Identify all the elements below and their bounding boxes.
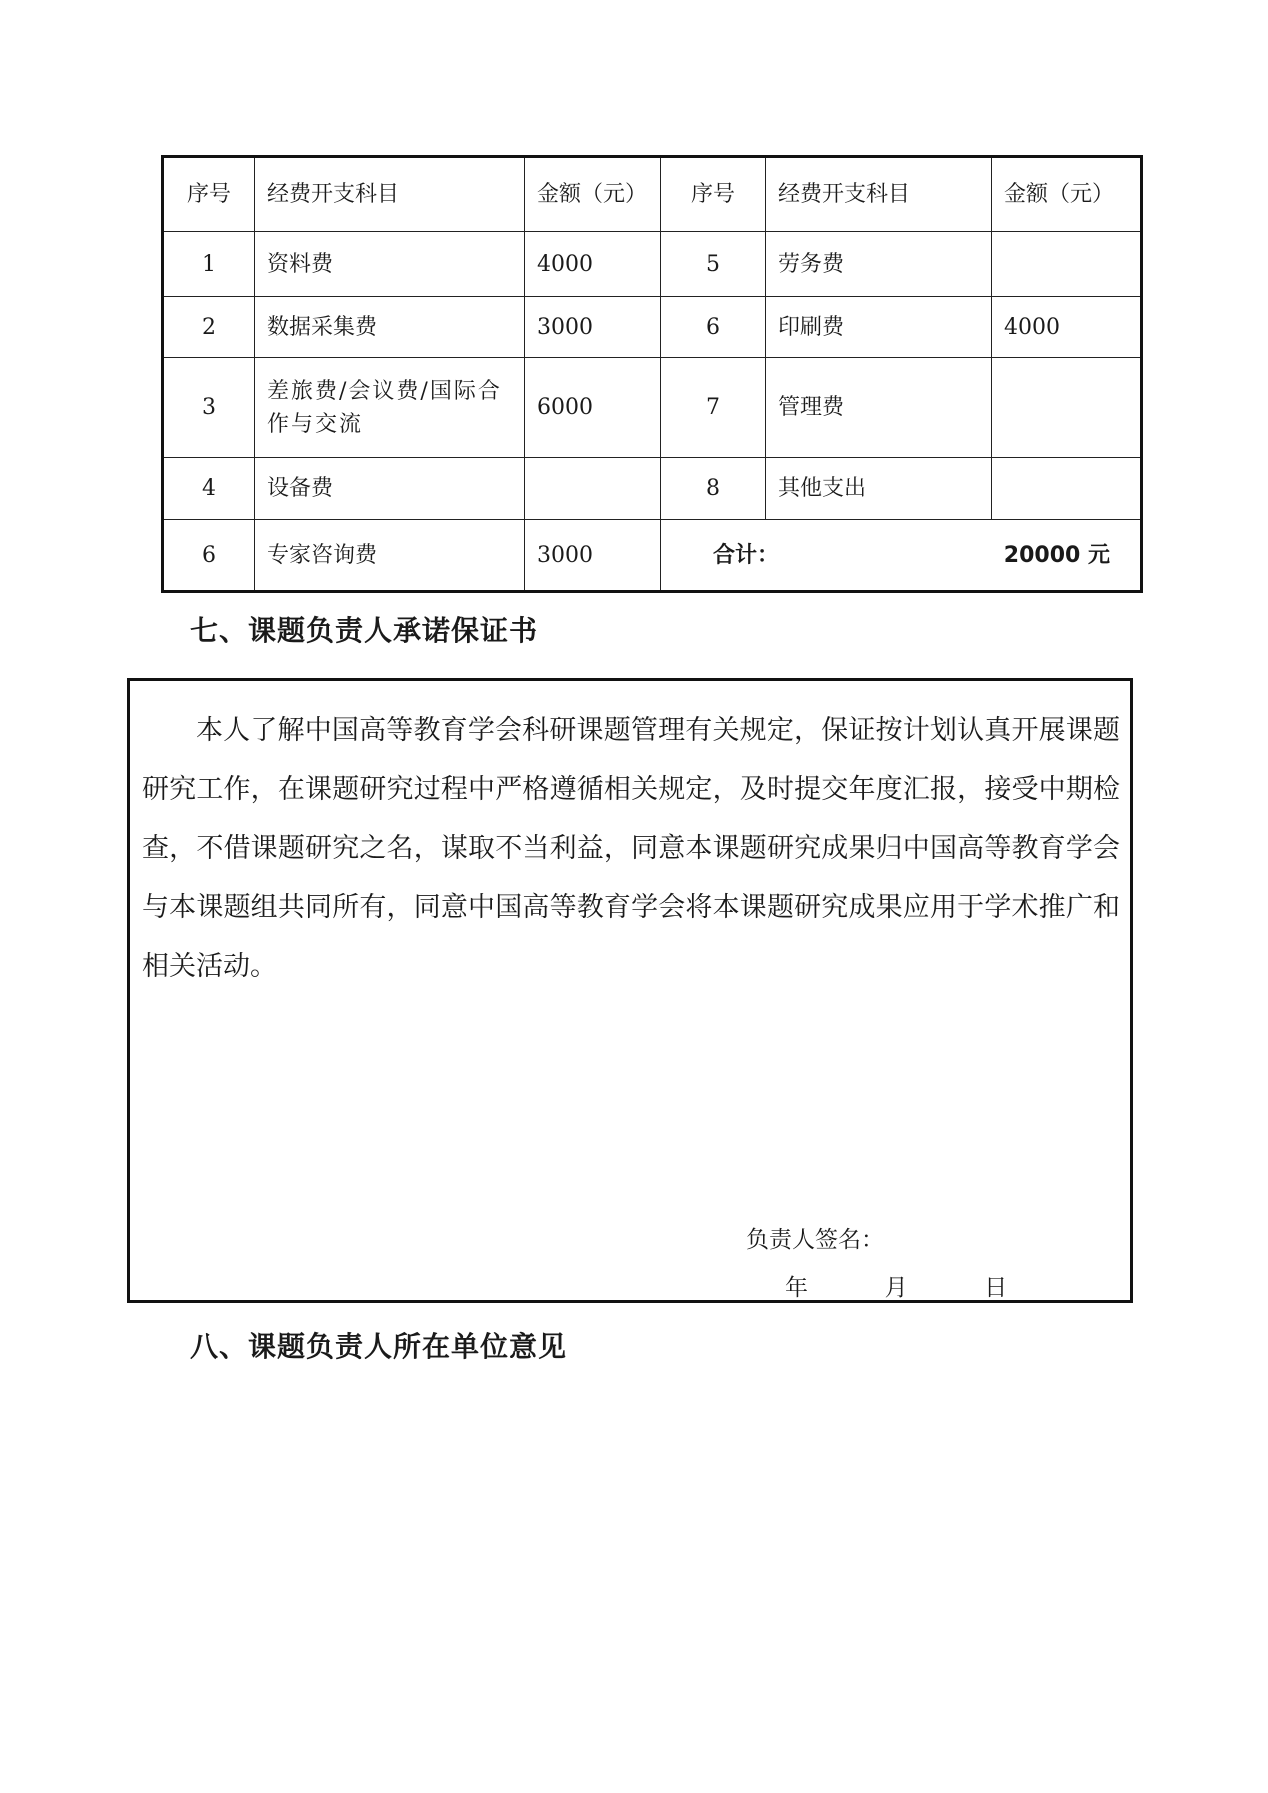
seq-cell: 6: [163, 520, 255, 592]
section-7-heading: 七、课题负责人承诺保证书: [190, 614, 539, 647]
header-item: 经费开支科目: [766, 157, 992, 232]
item-cell: 资料费: [255, 232, 525, 297]
amount-cell: 4000: [992, 297, 1142, 358]
seq-cell: 7: [661, 358, 766, 458]
amount-cell: [992, 458, 1142, 520]
item-cell: 其他支出: [766, 458, 992, 520]
item-cell: 数据采集费: [255, 297, 525, 358]
date-month: 月: [884, 1275, 908, 1301]
table-row: [163, 232, 1142, 297]
seq-cell: 1: [163, 232, 255, 297]
amount-cell: [525, 458, 661, 520]
table-header-row: [163, 157, 1142, 232]
item-cell: 差旅费/会议费/国际合作与交流: [255, 358, 525, 458]
table-row: [163, 458, 1142, 520]
total-cell: [661, 520, 1142, 592]
header-seq: 序号: [661, 157, 766, 232]
seq-cell: 5: [661, 232, 766, 297]
item-cell: 印刷费: [766, 297, 992, 358]
date-day: 日: [984, 1275, 1008, 1301]
seq-cell: 2: [163, 297, 255, 358]
amount-cell: 4000: [525, 232, 661, 297]
seq-cell: 6: [661, 297, 766, 358]
amount-cell: [992, 232, 1142, 297]
table-total-row: [163, 520, 1142, 592]
item-cell: 专家咨询费: [255, 520, 525, 592]
budget-table: [161, 155, 1143, 593]
date-row: [785, 1269, 1007, 1302]
pledge-text: 本人了解中国高等教育学会科研课题管理有关规定，保证按计划认真开展课题研究工作，在课题研究过程中严格遵循相关规定，及时提交年度汇报，接受中期检查，不借课题研究之名，谋取不当利益，同意本课题研究成果归中国高等教育学会与本课题组共同所有，同意中国高等教育学会将本课题研究成果应用于学术推广和相关活动。: [142, 715, 1120, 982]
header-amount: 金额（元）: [525, 157, 661, 232]
table-row: [163, 358, 1142, 458]
date-year: 年: [785, 1275, 808, 1301]
section-8-heading: 八、课题负责人所在单位意见: [190, 1330, 568, 1363]
item-cell: 设备费: [255, 458, 525, 520]
item-cell: 劳务费: [766, 232, 992, 297]
amount-cell: 3000: [525, 297, 661, 358]
item-cell: 管理费: [766, 358, 992, 458]
total-value: 20000 元: [1003, 542, 1110, 568]
pledge-box: [127, 678, 1133, 1303]
header-amount: 金额（元）: [992, 157, 1142, 232]
total-label: 合计：: [713, 542, 780, 568]
seq-cell: 8: [661, 458, 766, 520]
seq-cell: 3: [163, 358, 255, 458]
header-item: 经费开支科目: [255, 157, 525, 232]
amount-cell: 6000: [525, 358, 661, 458]
seq-cell: 4: [163, 458, 255, 520]
header-seq: 序号: [163, 157, 255, 232]
amount-cell: [992, 358, 1142, 458]
table-row: [163, 297, 1142, 358]
signature-label: 负责人签名：: [746, 1227, 884, 1253]
amount-cell: 3000: [525, 520, 661, 592]
